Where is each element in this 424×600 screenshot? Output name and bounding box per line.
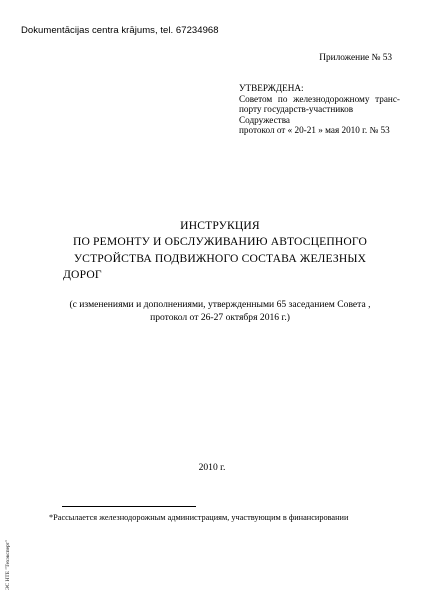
document-year: 2010 г. <box>198 462 226 473</box>
library-stamp: Dokumentācijas centra krājums, tel. 67234968 <box>21 25 219 36</box>
footnote-divider <box>62 506 196 507</box>
appendix-label: Приложение № 53 <box>319 53 392 63</box>
approval-block <box>239 83 400 136</box>
title-line: ИНСТРУКЦИЯ <box>180 219 260 232</box>
footnote: *Рассылается железнодорожным администрациям, участвующим в финансировании <box>49 513 349 522</box>
title-line: ДОРОГ <box>63 268 102 282</box>
title-line: УСТРОЙСТВА ПОДВИЖНОГО СОСТАВА ЖЕЛЕЗНЫХ <box>73 251 367 265</box>
approval-line: Советом по железнодорожному транс- <box>239 93 400 104</box>
subtitle-line: протокол от 26-27 октября 2016 г.) <box>150 312 290 323</box>
document-title <box>40 218 400 284</box>
title-line: ПО РЕМОНТУ И ОБСЛУЖИВАНИЮ АВТОСЦЕПНОГО <box>72 235 368 249</box>
document-subtitle <box>40 298 400 324</box>
subtitle-line: (с изменениями и дополнениями, утвержденными 65 заседанием Совета , <box>69 299 371 310</box>
approval-line: Содружества <box>239 114 290 125</box>
approval-protocol: протокол от « 20-21 » мая 2010 г. № 53 <box>239 125 390 136</box>
approval-heading: УТВЕРЖДЕНА: <box>239 83 304 93</box>
approval-line: порту государств-участников <box>239 104 354 115</box>
side-watermark: ЭС НТЕ "Техэксперт" <box>5 539 11 590</box>
